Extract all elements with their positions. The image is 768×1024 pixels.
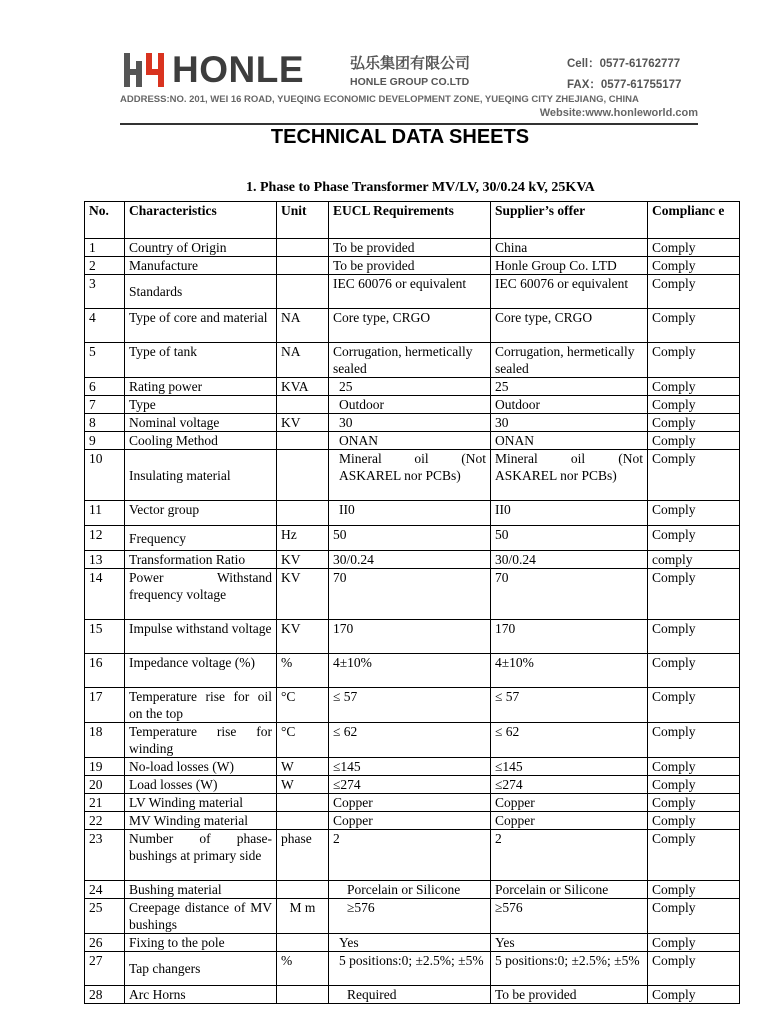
cell-unit: KV: [277, 569, 329, 620]
cell-unit: [277, 275, 329, 309]
cell-characteristic: Creepage distance of MV bushings: [125, 899, 277, 934]
cell-characteristic: Nominal voltage: [125, 414, 277, 432]
cell-characteristic: Vector group: [125, 501, 277, 526]
company-name-en: HONLE GROUP CO.LTD: [350, 76, 470, 88]
cell-characteristic: Power Withstand frequency voltage: [125, 569, 277, 620]
cell-offer: 4±10%: [491, 654, 648, 688]
cell-compliance: Comply: [648, 934, 740, 952]
cell-compliance: Comply: [648, 343, 740, 378]
cell-unit: [277, 934, 329, 952]
col-header-requirements: EUCL Requirements: [329, 202, 491, 239]
cell-offer: To be provided: [491, 986, 648, 1004]
cell-compliance: Comply: [648, 396, 740, 414]
cell-no: 21: [85, 794, 125, 812]
cell-unit: KV: [277, 620, 329, 654]
cell-offer: Core type, CRGO: [491, 309, 648, 343]
cell-unit: [277, 794, 329, 812]
table-row: [85, 501, 740, 526]
cell-no: 20: [85, 776, 125, 794]
cell-unit: W: [277, 758, 329, 776]
cell-requirement: Mineral oil (Not ASKAREL nor PCBs): [329, 450, 491, 501]
cell-offer: Outdoor: [491, 396, 648, 414]
cell-compliance: Comply: [648, 450, 740, 501]
cell-compliance: Comply: [648, 654, 740, 688]
cell-compliance: Comply: [648, 794, 740, 812]
brand-name: HONLE: [172, 49, 304, 90]
cell-characteristic: Standards: [125, 275, 277, 309]
cell-no: 6: [85, 378, 125, 396]
cell-requirement: ≤ 57: [329, 688, 491, 723]
cell-requirement: 30: [329, 414, 491, 432]
cell-characteristic: Bushing material: [125, 881, 277, 899]
cell-requirement: IEC 60076 or equivalent: [329, 275, 491, 309]
cell-characteristic: Tap changers: [125, 952, 277, 986]
cell-no: 23: [85, 830, 125, 881]
cell-offer: II0: [491, 501, 648, 526]
cell-compliance: Comply: [648, 378, 740, 396]
cell-requirement: II0: [329, 501, 491, 526]
cell-characteristic: Impedance voltage (%): [125, 654, 277, 688]
table-row: [85, 952, 740, 986]
cell-requirement: To be provided: [329, 257, 491, 275]
cell-offer: ≤274: [491, 776, 648, 794]
technical-data-table: [84, 201, 740, 1004]
table-row: [85, 309, 740, 343]
cell-requirement: 2: [329, 830, 491, 881]
cell-no: 24: [85, 881, 125, 899]
cell-characteristic: Rating power: [125, 378, 277, 396]
cell-requirement: Copper: [329, 812, 491, 830]
table-row: [85, 343, 740, 378]
cell-unit: [277, 257, 329, 275]
table-row: [85, 812, 740, 830]
cell-unit: KV: [277, 414, 329, 432]
cell-requirement: Yes: [329, 934, 491, 952]
cell-no: 5: [85, 343, 125, 378]
cell-unit: [277, 239, 329, 257]
cell-requirement: ≤ 62: [329, 723, 491, 758]
col-header-unit: Unit: [277, 202, 329, 239]
cell-unit: %: [277, 654, 329, 688]
cell-offer: Copper: [491, 794, 648, 812]
cell-no: 13: [85, 551, 125, 569]
cell-compliance: Comply: [648, 257, 740, 275]
cell-requirement: To be provided: [329, 239, 491, 257]
cell-no: 18: [85, 723, 125, 758]
cell-compliance: Comply: [648, 812, 740, 830]
cell-compliance: Comply: [648, 432, 740, 450]
table-row: [85, 723, 740, 758]
cell-unit: [277, 432, 329, 450]
table-row: [85, 794, 740, 812]
cell-no: 19: [85, 758, 125, 776]
company-name-cn: 弘乐集团有限公司: [350, 54, 471, 72]
document-title: TECHNICAL DATA SHEETS: [270, 126, 530, 148]
table-row: [85, 688, 740, 723]
col-header-no: No.: [85, 202, 125, 239]
cell-no: 4: [85, 309, 125, 343]
cell-compliance: Comply: [648, 758, 740, 776]
cell-compliance: Comply: [648, 501, 740, 526]
col-header-compliance: Complianc e: [648, 202, 740, 239]
cell-requirement: ≤274: [329, 776, 491, 794]
cell-characteristic: Type of core and material: [125, 309, 277, 343]
cell-requirement: Porcelain or Silicone: [329, 881, 491, 899]
cell-requirement: Required: [329, 986, 491, 1004]
cell-no: 26: [85, 934, 125, 952]
cell-offer: IEC 60076 or equivalent: [491, 275, 648, 309]
cell-offer: Yes: [491, 934, 648, 952]
cell-characteristic: Number of phase-bushings at primary side: [125, 830, 277, 881]
cell-unit: KVA: [277, 378, 329, 396]
cell-characteristic: Load losses (W): [125, 776, 277, 794]
cell-no: 11: [85, 501, 125, 526]
cell-unit: Hz: [277, 526, 329, 551]
cell-requirement: 50: [329, 526, 491, 551]
cell-no: 22: [85, 812, 125, 830]
cell-offer: ≤ 62: [491, 723, 648, 758]
col-header-offer: Supplier’s offer: [491, 202, 648, 239]
table-row: [85, 551, 740, 569]
cell-unit: NA: [277, 309, 329, 343]
cell-requirement: Outdoor: [329, 396, 491, 414]
cell-characteristic: Arc Horns: [125, 986, 277, 1004]
cell-unit: [277, 450, 329, 501]
cell-unit: W: [277, 776, 329, 794]
cell-unit: [277, 501, 329, 526]
cell-characteristic: Insulating material: [125, 450, 277, 501]
table-row: [85, 414, 740, 432]
cell-characteristic: Temperature rise for oil on the top: [125, 688, 277, 723]
cell-offer: ≥576: [491, 899, 648, 934]
cell-characteristic: Cooling Method: [125, 432, 277, 450]
cell-no: 8: [85, 414, 125, 432]
cell-unit: °C: [277, 723, 329, 758]
cell-offer: 70: [491, 569, 648, 620]
cell-characteristic: Impulse withstand voltage: [125, 620, 277, 654]
honle-logo-icon: [122, 49, 168, 91]
table-row: [85, 986, 740, 1004]
cell-no: 27: [85, 952, 125, 986]
cell-requirement: 4±10%: [329, 654, 491, 688]
table-row: [85, 654, 740, 688]
cell-unit: [277, 881, 329, 899]
cell-offer: 25: [491, 378, 648, 396]
table-row: [85, 830, 740, 881]
cell-compliance: Comply: [648, 723, 740, 758]
table-row: [85, 620, 740, 654]
table-row: [85, 239, 740, 257]
table-row: [85, 432, 740, 450]
cell-compliance: Comply: [648, 899, 740, 934]
cell-requirement: Corrugation, hermetically sealed: [329, 343, 491, 378]
cell-characteristic: LV Winding material: [125, 794, 277, 812]
cell-no: 14: [85, 569, 125, 620]
cell-offer: Porcelain or Silicone: [491, 881, 648, 899]
cell-compliance: Comply: [648, 776, 740, 794]
cell-offer: ≤145: [491, 758, 648, 776]
cell-offer: Mineral oil (Not ASKAREL nor PCBs): [491, 450, 648, 501]
letterhead: [120, 44, 700, 126]
cell-characteristic: MV Winding material: [125, 812, 277, 830]
cell-offer: 30: [491, 414, 648, 432]
cell-offer: ≤ 57: [491, 688, 648, 723]
cell-characteristic: Type of tank: [125, 343, 277, 378]
table-row: [85, 526, 740, 551]
table-row: [85, 275, 740, 309]
cell-offer: Corrugation, hermetically sealed: [491, 343, 648, 378]
table-row: [85, 569, 740, 620]
cell-compliance: Comply: [648, 620, 740, 654]
cell-characteristic: Frequency: [125, 526, 277, 551]
cell-requirement: 170: [329, 620, 491, 654]
cell-no: 12: [85, 526, 125, 551]
cell-no: 15: [85, 620, 125, 654]
cell-compliance: Comply: [648, 309, 740, 343]
cell-requirement: Copper: [329, 794, 491, 812]
cell-offer: 2: [491, 830, 648, 881]
cell-characteristic: No-load losses (W): [125, 758, 277, 776]
cell-unit: NA: [277, 343, 329, 378]
cell-requirement: 25: [329, 378, 491, 396]
table-row: [85, 257, 740, 275]
table-row: [85, 450, 740, 501]
cell-compliance: Comply: [648, 830, 740, 881]
header-divider: [120, 123, 698, 125]
cell-compliance: comply: [648, 551, 740, 569]
cell-characteristic: Type: [125, 396, 277, 414]
cell-unit: phase: [277, 830, 329, 881]
cell-offer: ONAN: [491, 432, 648, 450]
table-row: [85, 776, 740, 794]
cell-requirement: ONAN: [329, 432, 491, 450]
col-header-characteristics: Characteristics: [125, 202, 277, 239]
cell-compliance: Comply: [648, 526, 740, 551]
cell-compliance: Comply: [648, 275, 740, 309]
cell-unit: %: [277, 952, 329, 986]
cell-unit: °C: [277, 688, 329, 723]
cell-offer: 170: [491, 620, 648, 654]
cell-characteristic: Fixing to the pole: [125, 934, 277, 952]
cell-requirement: ≥576: [329, 899, 491, 934]
cell-phone: Cell：0577-61762777: [567, 58, 681, 70]
website: Website:www.honleworld.com: [539, 107, 698, 119]
cell-requirement: 70: [329, 569, 491, 620]
cell-no: 16: [85, 654, 125, 688]
cell-no: 1: [85, 239, 125, 257]
cell-characteristic: Temperature rise for winding: [125, 723, 277, 758]
fax-number: FAX：0577-61755177: [567, 79, 682, 91]
cell-requirement: Core type, CRGO: [329, 309, 491, 343]
cell-compliance: Comply: [648, 569, 740, 620]
cell-offer: 50: [491, 526, 648, 551]
cell-offer: 30/0.24: [491, 551, 648, 569]
table-row: [85, 881, 740, 899]
cell-no: 10: [85, 450, 125, 501]
cell-no: 9: [85, 432, 125, 450]
table-row: [85, 396, 740, 414]
table-row: [85, 899, 740, 934]
table-row: [85, 934, 740, 952]
cell-compliance: Comply: [648, 952, 740, 986]
cell-compliance: Comply: [648, 414, 740, 432]
cell-offer: China: [491, 239, 648, 257]
table-row: [85, 758, 740, 776]
cell-unit: M m: [277, 899, 329, 934]
cell-offer: Copper: [491, 812, 648, 830]
cell-unit: [277, 812, 329, 830]
cell-requirement: 5 positions:0; ±2.5%; ±5%: [329, 952, 491, 986]
table-header-row: [85, 202, 740, 239]
cell-requirement: ≤145: [329, 758, 491, 776]
cell-no: 2: [85, 257, 125, 275]
cell-no: 3: [85, 275, 125, 309]
section-heading: 1. Phase to Phase Transformer MV/LV, 30/0.24 kV, 25KVA: [246, 180, 595, 195]
table-row: [85, 378, 740, 396]
cell-no: 25: [85, 899, 125, 934]
cell-unit: [277, 396, 329, 414]
cell-compliance: Comply: [648, 881, 740, 899]
cell-offer: 5 positions:0; ±2.5%; ±5%: [491, 952, 648, 986]
cell-characteristic: Transformation Ratio: [125, 551, 277, 569]
cell-requirement: 30/0.24: [329, 551, 491, 569]
cell-no: 28: [85, 986, 125, 1004]
cell-no: 7: [85, 396, 125, 414]
cell-compliance: Comply: [648, 239, 740, 257]
address: ADDRESS:NO. 201, WEI 16 ROAD, YUEQING ECONOMIC DEVELOPMENT ZONE, YUEQING CITY ZHEJIANG, CHINA: [120, 94, 639, 105]
cell-unit: [277, 986, 329, 1004]
cell-offer: Honle Group Co. LTD: [491, 257, 648, 275]
cell-compliance: Comply: [648, 688, 740, 723]
cell-compliance: Comply: [648, 986, 740, 1004]
cell-characteristic: Manufacture: [125, 257, 277, 275]
cell-unit: KV: [277, 551, 329, 569]
cell-no: 17: [85, 688, 125, 723]
cell-characteristic: Country of Origin: [125, 239, 277, 257]
